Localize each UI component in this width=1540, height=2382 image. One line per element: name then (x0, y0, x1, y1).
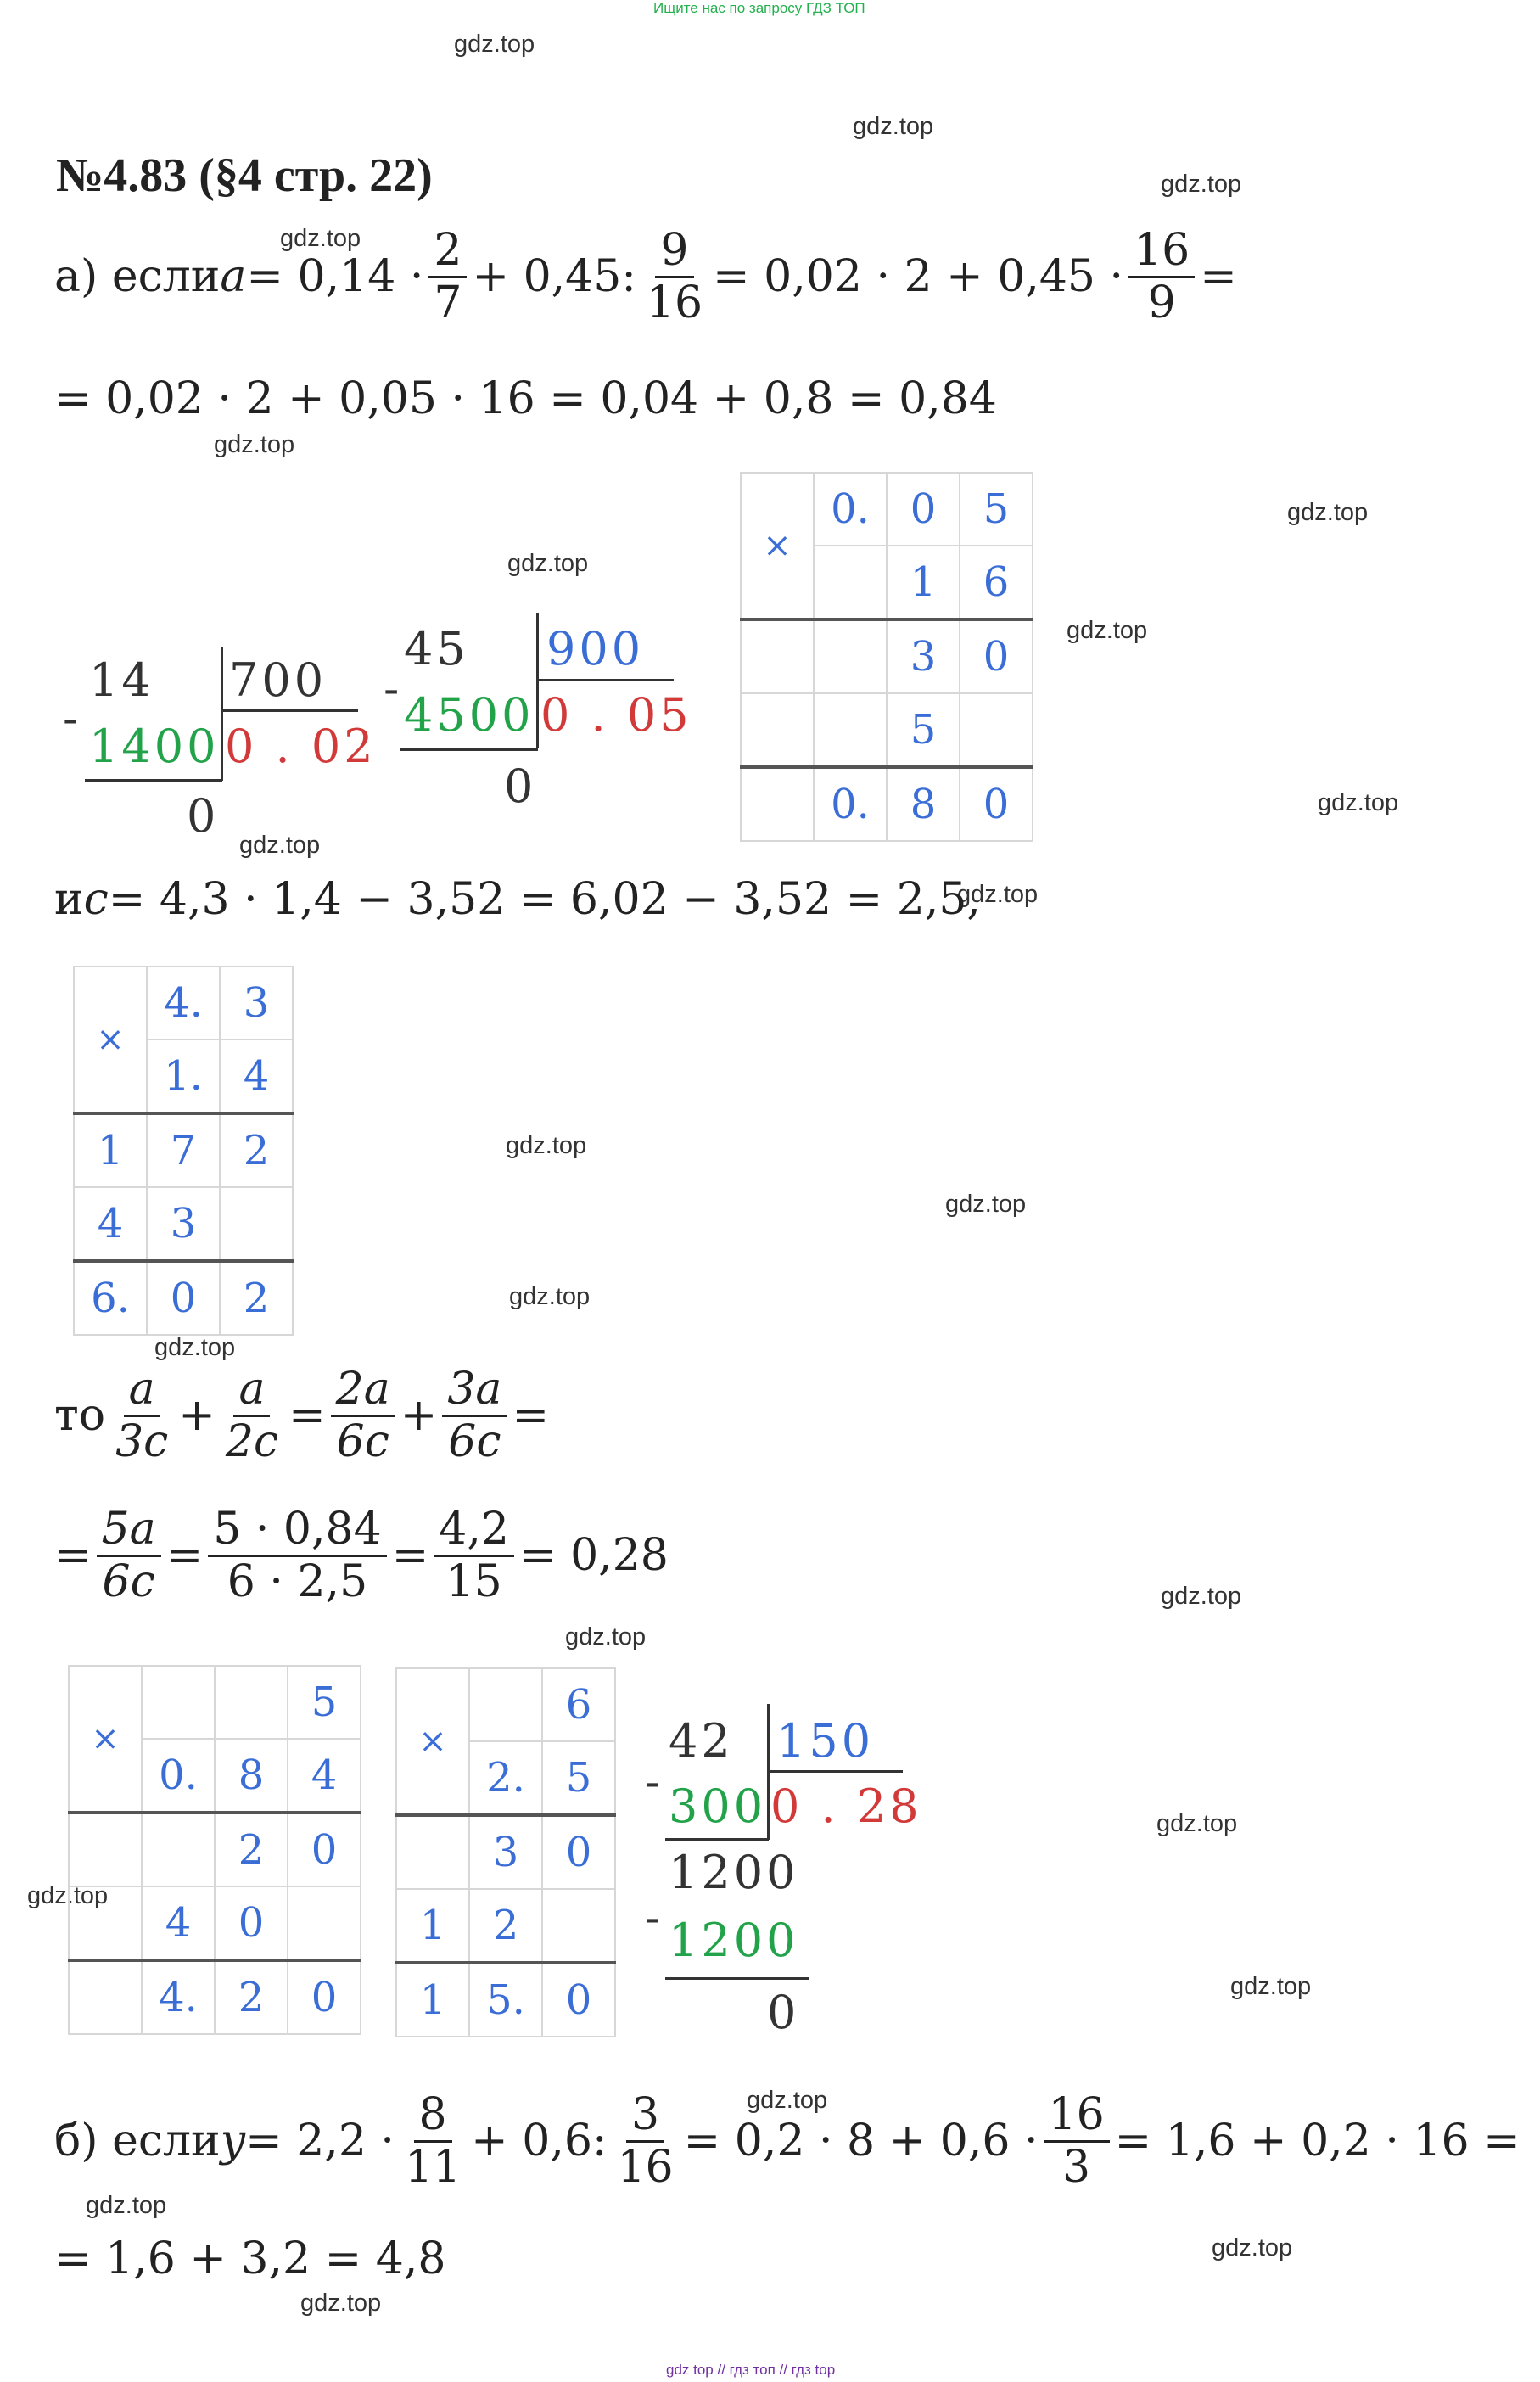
grid-cell (741, 693, 814, 767)
var-c: c (83, 874, 109, 925)
fraction (428, 227, 467, 326)
watermark: gdz.top (154, 1334, 236, 1361)
grid-cell: 0 (147, 1261, 220, 1335)
eq-a-line2: = 0,02 · 2 + 0,05 · 16 = 0,04 + 0,8 = 0,84 (54, 373, 997, 424)
grid-cell: × (741, 473, 814, 619)
grid-row (74, 1187, 293, 1261)
grid-cell: 6 (960, 546, 1033, 619)
grid-cell: 0. (814, 473, 887, 546)
fraction (331, 1366, 395, 1465)
watermark: gdz.top (239, 832, 321, 859)
denominator: 9 (1147, 277, 1176, 328)
minus-sign: - (63, 692, 82, 745)
subtrahend: 300 (669, 1779, 767, 1833)
watermark: gdz.top (1212, 2234, 1293, 2261)
fraction (641, 227, 708, 326)
eq-result-line (54, 1506, 669, 1605)
divisor: 700 (229, 653, 328, 707)
grid-cell: 2 (215, 1813, 288, 1886)
division-bracket (536, 679, 674, 681)
multiplication-table-2 (73, 966, 294, 1336)
watermark: gdz.top (957, 881, 1039, 908)
grid-cell: 1 (74, 1113, 147, 1187)
remainder: 0 (187, 789, 220, 843)
grid-cell (288, 1886, 361, 1960)
fraction (612, 2089, 678, 2193)
grid-cell: 8 (887, 767, 960, 841)
numerator: 8 (414, 2092, 452, 2143)
minus-sign: - (384, 662, 403, 715)
grid-cell: 0 (288, 1960, 361, 2034)
eq-c-line (54, 874, 981, 925)
watermark: gdz.top (1318, 789, 1399, 816)
grid-row (396, 1889, 615, 1963)
grid-cell (69, 1886, 142, 1960)
division-underline (85, 779, 222, 782)
fraction (442, 1366, 507, 1465)
numerator: 4,2 (434, 1506, 514, 1557)
grid-cell: 4 (220, 1040, 293, 1113)
remainder: 0 (767, 1986, 800, 2039)
fraction (110, 1366, 173, 1465)
grid-cell: 7 (147, 1113, 220, 1187)
grid-row (74, 1261, 293, 1335)
grid-cell: × (396, 1668, 469, 1815)
numerator: 5a (97, 1506, 161, 1557)
grid-cell (542, 1889, 615, 1963)
watermark: gdz.top (1156, 1810, 1238, 1837)
grid-cell: 2 (469, 1889, 542, 1963)
subtrahend: 1400 (89, 720, 220, 773)
grid-cell (142, 1813, 215, 1886)
denominator: 16 (646, 277, 703, 328)
denominator: 3 (1062, 2141, 1091, 2193)
header-banner: Ищите нас по запросу ГДЗ ТОП (653, 0, 865, 16)
dividend: 45 (404, 622, 469, 675)
watermark: gdz.top (1161, 1583, 1242, 1610)
eq-text: = (391, 1530, 429, 1582)
grid-row (741, 767, 1033, 841)
grid-cell (396, 1815, 469, 1889)
grid-cell (69, 1813, 142, 1886)
dividend: 42 (669, 1714, 734, 1768)
eq-b-line2: = 1,6 + 3,2 = 4,8 (54, 2233, 446, 2284)
grid-cell: 3 (469, 1815, 542, 1889)
watermark: gdz.top (454, 31, 535, 58)
watermark: gdz.top (853, 113, 934, 140)
numerator: 2a (331, 1366, 395, 1417)
quotient: 0 . 05 (540, 688, 692, 742)
grid-row (69, 1886, 361, 1960)
watermark: gdz.top (565, 1623, 647, 1651)
page-title: №4.83 (§4 стр. 22) (56, 149, 433, 202)
grid-row (69, 1666, 361, 1739)
numerator: 9 (655, 227, 693, 278)
grid-row (396, 1815, 615, 1889)
quotient: 0 . 28 (770, 1779, 922, 1833)
eq-text: = 0,14 · (246, 251, 424, 303)
watermark: gdz.top (214, 431, 295, 458)
multiplication-table-1 (740, 472, 1033, 842)
denominator: 6c (448, 1415, 501, 1467)
grid-cell: 3 (887, 619, 960, 693)
grid-cell (469, 1668, 542, 1741)
grid-cell (814, 693, 887, 767)
denominator: 6 · 2,5 (227, 1555, 368, 1607)
watermark: gdz.top (1230, 1973, 1312, 2000)
denominator: 6c (102, 1555, 155, 1607)
watermark: gdz.top (507, 550, 589, 577)
division-bracket (221, 647, 223, 781)
watermark: gdz.top (509, 1283, 591, 1310)
eq-text: = 0,02 · 2 + 0,45 · (713, 251, 1124, 303)
eq-text: а) если (54, 251, 221, 303)
partial-remainder: 1200 (669, 1846, 799, 1899)
grid-cell: 0 (960, 767, 1033, 841)
grid-cell: 6. (74, 1261, 147, 1335)
numerator: 3 (626, 2092, 664, 2143)
grid-cell: 0 (542, 1815, 615, 1889)
grid-cell: 6 (542, 1668, 615, 1741)
watermark: gdz.top (945, 1191, 1027, 1218)
grid-cell: 4. (147, 967, 220, 1040)
denominator: 6c (336, 1415, 389, 1467)
grid-cell (960, 693, 1033, 767)
denominator: 15 (445, 1555, 502, 1607)
eq-text: то (54, 1390, 106, 1442)
grid-row (741, 619, 1033, 693)
denominator: 11 (404, 2141, 462, 2193)
var-a: a (220, 251, 247, 303)
grid-cell: 0. (814, 767, 887, 841)
fraction (400, 2089, 466, 2193)
dividend: 14 (89, 653, 154, 707)
grid-cell: 5 (542, 1741, 615, 1815)
fraction (1044, 2089, 1110, 2193)
var-y: y (220, 2116, 246, 2167)
grid-cell: 0 (960, 619, 1033, 693)
watermark: gdz.top (280, 225, 361, 252)
subtrahend: 4500 (404, 688, 535, 742)
numerator: 2 (428, 227, 467, 278)
eq-text: = 2,2 · (245, 2116, 395, 2167)
grid-cell: × (74, 967, 147, 1113)
grid-cell: 2. (469, 1741, 542, 1815)
grid-cell: 8 (215, 1739, 288, 1813)
grid-cell: 1 (887, 546, 960, 619)
eq-text: + 0,6: (471, 2116, 608, 2167)
numerator: 5 · 0,84 (208, 1506, 386, 1557)
eq-text: + 0,45: (472, 251, 636, 303)
fraction (434, 1506, 514, 1605)
watermark: gdz.top (1067, 617, 1148, 644)
grid-cell: 5 (288, 1666, 361, 1739)
grid-cell: 1 (396, 1963, 469, 2037)
quotient: 0 . 02 (225, 720, 377, 773)
grid-cell: 1. (147, 1040, 220, 1113)
division-underline (400, 748, 538, 751)
fraction (1128, 227, 1195, 326)
grid-row (741, 693, 1033, 767)
grid-cell: 0 (288, 1813, 361, 1886)
grid-row (74, 1113, 293, 1187)
grid-cell: 5. (469, 1963, 542, 2037)
grid-row (741, 473, 1033, 546)
divisor: 900 (546, 622, 645, 675)
eq-text: = 0,28 (518, 1530, 669, 1582)
eq-text: = 1,6 + 0,2 · 16 = (1114, 2116, 1520, 2167)
division-underline (665, 1838, 769, 1841)
grid-cell: 1 (396, 1889, 469, 1963)
grid-cell (814, 619, 887, 693)
denominator: 16 (617, 2141, 674, 2193)
denominator: 3c (115, 1415, 169, 1467)
eq-a-line1 (54, 227, 1237, 326)
eq-text: = 4,3 · 1,4 − 3,52 = 6,02 − 3,52 = 2,5, (108, 874, 981, 925)
watermark: gdz.top (86, 2192, 167, 2219)
division-bracket (221, 709, 358, 712)
grid-cell: 0 (542, 1963, 615, 2037)
numerator: 16 (1044, 2092, 1110, 2143)
grid-cell (69, 1960, 142, 2034)
eq-text: б) если (54, 2116, 221, 2167)
grid-cell: 4 (142, 1886, 215, 1960)
grid-row (69, 1813, 361, 1886)
eq-text: = (54, 1530, 92, 1582)
denominator: 7 (434, 277, 462, 328)
grid-cell (142, 1666, 215, 1739)
eq-text: = (165, 1530, 204, 1582)
minus-sign: - (645, 1891, 664, 1944)
watermark: gdz.top (1287, 499, 1369, 526)
fraction (221, 1366, 283, 1465)
numerator: a (124, 1366, 160, 1417)
eq-text: = (288, 1390, 326, 1442)
grid-row (396, 1963, 615, 2037)
grid-cell: 4. (142, 1960, 215, 2034)
grid-row (396, 1668, 615, 1741)
grid-cell (215, 1666, 288, 1739)
multiplication-table-4 (395, 1667, 616, 2037)
denominator: 2c (225, 1415, 279, 1467)
eq-text: = (1200, 251, 1237, 303)
fraction (97, 1506, 161, 1605)
grid-cell: 5 (960, 473, 1033, 546)
eq-text: и (54, 874, 84, 925)
fraction (208, 1506, 386, 1605)
grid-cell: 0. (142, 1739, 215, 1813)
eq-text: + (400, 1390, 438, 1442)
grid-cell (814, 546, 887, 619)
watermark: gdz.top (300, 2290, 382, 2317)
division-bracket (767, 1770, 903, 1773)
subtrahend: 1200 (669, 1914, 799, 1967)
numerator: 16 (1128, 227, 1195, 278)
eq-text: = (512, 1390, 550, 1442)
watermark: gdz.top (27, 1882, 109, 1909)
remainder: 0 (504, 759, 537, 813)
eq-b-line1 (54, 2089, 1520, 2193)
grid-cell: 4 (288, 1739, 361, 1813)
grid-cell: 3 (220, 967, 293, 1040)
grid-cell: 2 (220, 1261, 293, 1335)
grid-cell (741, 767, 814, 841)
eq-text: = 0,2 · 8 + 0,6 · (683, 2116, 1039, 2167)
grid-cell: 3 (147, 1187, 220, 1261)
grid-cell: 2 (220, 1113, 293, 1187)
numerator: 3a (442, 1366, 507, 1417)
watermark: gdz.top (1161, 171, 1242, 198)
eq-text: + (178, 1390, 216, 1442)
grid-cell: 2 (215, 1960, 288, 2034)
division-underline (665, 1977, 809, 1980)
grid-cell: 0 (887, 473, 960, 546)
footer-banner: gdz top // гдз топ // гдз top (666, 2362, 836, 2378)
grid-cell: 0 (215, 1886, 288, 1960)
grid-cell: × (69, 1666, 142, 1813)
grid-cell (741, 619, 814, 693)
minus-sign: - (645, 1755, 664, 1808)
grid-row (69, 1960, 361, 2034)
grid-cell: 5 (887, 693, 960, 767)
divisor: 150 (776, 1714, 875, 1768)
multiplication-table-3 (68, 1665, 361, 2035)
numerator: a (233, 1366, 270, 1417)
grid-cell (220, 1187, 293, 1261)
watermark: gdz.top (506, 1132, 587, 1159)
eq-then-line (54, 1366, 549, 1465)
watermark: gdz.top (747, 2087, 828, 2114)
grid-row (74, 967, 293, 1040)
grid-cell: 4 (74, 1187, 147, 1261)
